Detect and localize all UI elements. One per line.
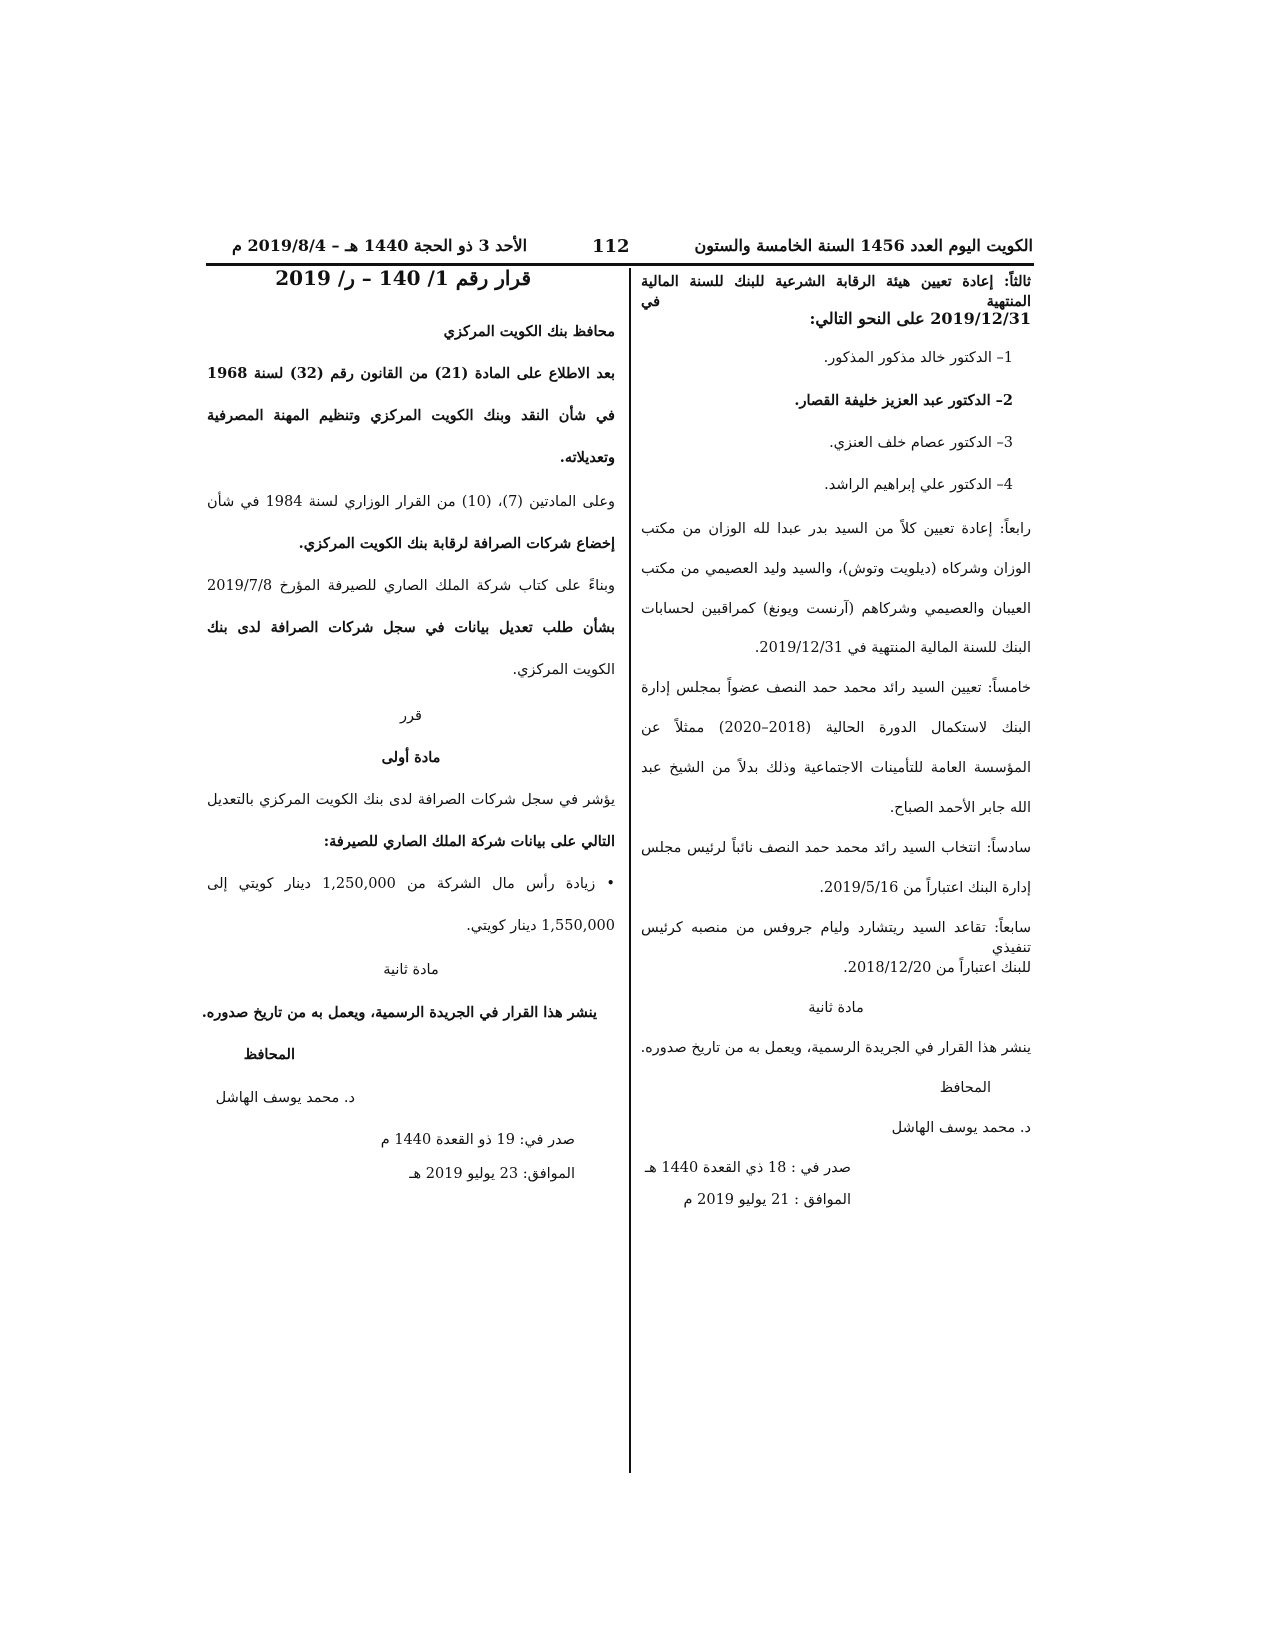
publish-text: ينشر هذا القرار في الجريدة الرسمية، ويعمل به من تاريخ صدوره. — [640, 1040, 1031, 1056]
text-line: ثالثاً: إعادة تعيين هيئة الرقابة الشرعية للبنك للسنة المالية المنتهية في — [641, 273, 1031, 310]
column-divider — [629, 268, 631, 1473]
header-date: الأحد 3 ذو الحجة 1440 هـ – 2019/8/4 م — [232, 236, 528, 255]
governor-label: المحافظ — [243, 1046, 295, 1063]
text-line: يؤشر في سجل شركات الصرافة لدى بنك الكويت المركزي بالتعديل — [207, 792, 615, 808]
publish-text: ينشر هذا القرار في الجريدة الرسمية، ويعمل به من تاريخ صدوره. — [201, 1004, 597, 1021]
decision-title: قرار رقم 1/ 140 – ر/ 2019 — [275, 266, 531, 290]
text-line: للبنك اعتباراً من 2018/12/20. — [843, 960, 1031, 976]
text-line: الوزان وشركاه (ديلويت وتوش)، والسيد وليد العصيمي من مكتب — [641, 561, 1031, 577]
corresponding-date: الموافق : 21 يوليو 2019 م — [683, 1192, 851, 1208]
governor-name: د. محمد يوسف الهاشل — [891, 1120, 1031, 1136]
text-line: 2019/12/31 على النحو التالي: — [809, 309, 1031, 328]
text-line: العيبان والعصيمي وشركاهم (آرنست ويونغ) كمراقبين لحسابات — [641, 601, 1031, 617]
issued-date: صدر في : 18 ذي القعدة 1440 هـ — [644, 1160, 851, 1176]
text-line: الله جابر الأحمد الصباح. — [889, 800, 1031, 816]
text-line: البنك لاستكمال الدورة الحالية (2018–2020) ممثلاً عن — [641, 720, 1031, 736]
page-number: 112 — [592, 236, 630, 257]
article-two-title: مادة ثانية — [808, 1000, 864, 1016]
text-line: رابعاً: إعادة تعيين كلاً من السيد بدر عبدا لله الوزان من مكتب — [641, 521, 1031, 537]
text-line: الكويت المركزي. — [512, 662, 615, 678]
decided-label: قرر — [400, 708, 422, 724]
text-line: في شأن النقد وبنك الكويت المركزي وتنظيم المهنة المصرفية — [207, 407, 615, 424]
issued-date: صدر في: 19 ذو القعدة 1440 م — [380, 1132, 575, 1148]
corresponding-date: الموافق: 23 يوليو 2019 هـ — [409, 1166, 575, 1182]
text-line: إدارة البنك اعتباراً من 2019/5/16. — [819, 880, 1031, 896]
governor-label: المحافظ — [939, 1080, 991, 1096]
governor-name: د. محمد يوسف الهاشل — [215, 1090, 355, 1106]
list-item: 4– الدكتور علي إبراهيم الراشد. — [824, 477, 1013, 493]
list-item: 2– الدكتور عبد العزيز خليفة القصار. — [794, 392, 1013, 409]
text-line: 1,550,000 دينار كويتي. — [466, 918, 615, 934]
text-line: بعد الاطلاع على المادة (21) من القانون رقم (32) لسنة 1968 — [207, 365, 615, 382]
text-line: التالي على بيانات شركة الملك الصاري للصيرفة: — [323, 833, 615, 850]
text-line: بشأن طلب تعديل بيانات في سجل شركات الصرافة لدى بنك — [207, 619, 615, 636]
text-line: وبناءً على كتاب شركة الملك الصاري للصيرفة المؤرخ 2019/7/8 — [207, 578, 615, 594]
article-two-title: مادة ثانية — [383, 962, 439, 978]
list-item: 1– الدكتور خالد مذكور المذكور. — [823, 350, 1013, 366]
text-line: سابعاً: تقاعد السيد ريتشارد وليام جروفس من منصبه كرئيس تنفيذي — [641, 920, 1031, 956]
text-line: وعلى المادتين (7)، (10) من القرار الوزاري لسنة 1984 في شأن — [207, 494, 615, 510]
header-issue-info: الكويت اليوم العدد 1456 السنة الخامسة والستون — [694, 236, 1033, 255]
text-line: إخضاع شركات الصرافة لرقابة بنك الكويت المركزي. — [298, 535, 615, 552]
issuing-authority: محافظ بنك الكويت المركزي — [443, 323, 615, 340]
text-line: وتعديلاته. — [559, 449, 615, 466]
text-line: المؤسسة العامة للتأمينات الاجتماعية وذلك بدلاً من الشيخ عبد — [641, 760, 1031, 776]
text-line: خامساً: تعيين السيد رائد محمد حمد النصف عضواً بمجلس إدارة — [641, 680, 1031, 696]
bullet-item: • زيادة رأس مال الشركة من 1,250,000 دينار كويتي إلى — [207, 876, 615, 892]
text-line: سادساً: انتخاب السيد رائد محمد حمد النصف نائباً لرئيس مجلس — [641, 840, 1031, 856]
list-item: 3– الدكتور عصام خلف العنزي. — [829, 435, 1013, 451]
article-one-title: مادة أولى — [381, 749, 441, 766]
text-line: البنك للسنة المالية المنتهية في 2019/12/31. — [754, 640, 1031, 656]
